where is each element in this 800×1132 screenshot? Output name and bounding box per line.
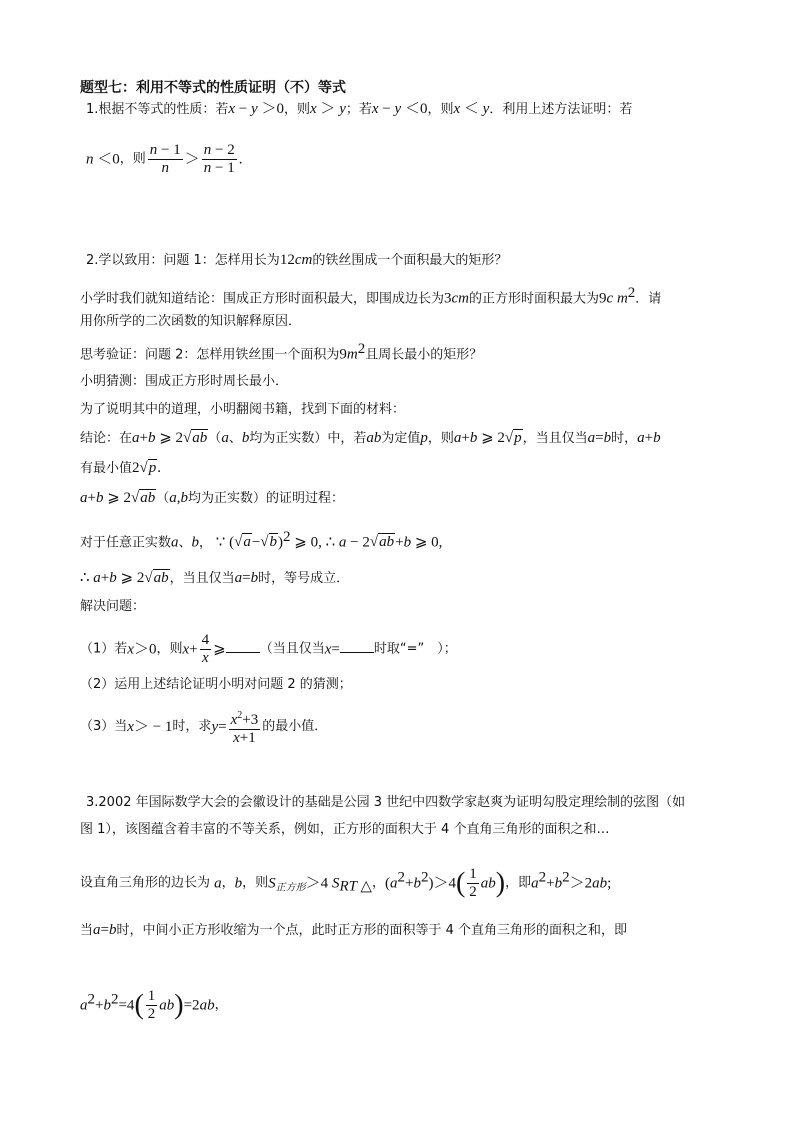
question-3-line-5: $a^2+b^2=4$( $\frac{1}{2}$ ab)=2ab，: [80, 988, 228, 1022]
question-2-line-9: a+b ⩾ 2√ab（a,b均为正实数）的证明过程：: [80, 490, 345, 506]
question-2-line-7: 结论：在a+b ⩾ 2√ab（a、b均为正实数）中，若ab为定值p，则a+b ⩾ 2√p，当且仅当a=b时，a+b: [80, 430, 661, 446]
q2-text: 时，等号成立．: [258, 571, 350, 586]
sqrt: √p: [139, 460, 157, 476]
sqrt: √ab: [131, 490, 156, 506]
fraction: $\frac{1}{2}$: [469, 866, 477, 900]
question-3-line-1: 3.2002 年国际数学大会的会徽设计的基础是公园 3 世纪中四数学家赵爽为证明勾股定理绘制的弦图（如: [86, 795, 686, 810]
q2-text: 结论：在: [80, 431, 133, 446]
question-3-line-4: 当a=b时，中间小正方形收缩为一个点，此时正方形的面积等于 4 个直角三角形的面积之和，即: [80, 922, 628, 938]
q2-text: 的最小值．: [262, 719, 328, 734]
question-2-line-2: 小学时我们就知道结论：围成正方形时面积最大，即围成边长为3cm的正方形时面积最大为9c $m^2$．请: [80, 285, 662, 307]
q2-text: 对于任意正实数: [80, 535, 172, 551]
q2-text: 有最小值: [80, 461, 133, 476]
fraction: $\frac{n - 2}{n - 1}$: [203, 142, 235, 176]
answer-blank[interactable]: [340, 640, 374, 653]
q2-text: ．请: [635, 291, 662, 307]
q2-text: ，当且仅当: [522, 431, 588, 446]
q3-text: ，: [221, 875, 235, 891]
q2-text: 时，求: [172, 719, 212, 734]
q2-text: 的正方形时面积最大为: [469, 291, 600, 307]
question-3-line-3: 设直角三角形的边长为 a，b，则$S_{正方形}>4$ $S_{RT \triangle}$，$(a^2+b^2)>4$( $\frac{1}{2}$ ab)，即$a^2+b^2>2ab$;: [80, 866, 612, 900]
q2-text: 的铁丝围成一个面积最大的矩形？: [312, 253, 508, 268]
q2-text: 、: [228, 431, 242, 446]
sqrt: √ab: [183, 430, 208, 446]
question-2-line-3: 用你所学的二次函数的知识解释原因．: [80, 314, 302, 329]
q2-text: 小学时我们就知道结论：围成正方形时面积最大，即围成边长为: [80, 291, 445, 307]
sqrt: √p: [504, 430, 522, 446]
q3-text: ，则: [242, 875, 269, 891]
q1-text: 1.根据不等式的性质：若: [86, 102, 229, 117]
question-1-line-1: 1.根据不等式的性质：若x − y ＞0，则x ＞ y；若x − y ＜0，则x ＜ y．利用上述方法证明：若: [86, 101, 633, 117]
answer-blank[interactable]: [226, 640, 260, 653]
q2-text: 、: [178, 535, 192, 551]
question-1-line-2: n ＜0，则 $\frac{n - 1}{n}$ ＞ $\frac{n - 2}{n - 1}$ .: [86, 142, 243, 176]
q3-text: ，: [371, 875, 385, 891]
question-2-line-12: 解决问题：: [80, 599, 146, 614]
fraction: $\frac{1}{2}$: [147, 988, 156, 1022]
fraction: $\frac{4}{x}$: [201, 632, 210, 666]
q2-text: ，当且仅当: [169, 571, 235, 586]
q3-text: ，: [214, 997, 228, 1013]
q2-text: ，则: [156, 641, 183, 657]
q2-text: 为定值: [381, 431, 421, 446]
q2-text: （3）当: [80, 719, 128, 734]
q2-text: （: [156, 491, 170, 506]
question-2-line-8: 有最小值2√p.: [80, 460, 161, 476]
q1-text: ；若: [345, 102, 372, 117]
question-2-line-10: 对于任意正实数a、b， ∵ $(√a-√b)^2$ ⩾ 0, ∴ a − 2√ab+b ⩾ 0,: [80, 529, 443, 551]
q1-text: ，则: [119, 151, 146, 167]
q2-text: ，: [199, 535, 213, 551]
question-2-line-1: 2.学以致用：问题 1：怎样用长为12cm的铁丝围成一个面积最大的矩形？: [86, 252, 508, 268]
question-2-line-4: 思考验证：问题 2：怎样用铁丝围一个面积为$9m^2$且周长最小的矩形？: [80, 341, 483, 363]
q3-text: 设直角三角形的边长为: [80, 875, 215, 891]
q2-text: 时取“=” ）；: [373, 641, 457, 657]
fraction: $\frac{x^2+3}{x+1}$: [229, 707, 261, 747]
question-2-line-5: 小明猜测：围成正方形时周长最小．: [80, 374, 289, 389]
q3-text: 时，中间小正方形收缩为一个点，此时正方形的面积等于 4 个直角三角形的面积之和，即: [116, 923, 628, 938]
q3-text: 当: [80, 923, 94, 938]
q2-text: 思考验证：问题 2：怎样用铁丝围一个面积为: [80, 347, 340, 363]
q2-text: ，则: [427, 431, 454, 446]
q1-text: ，则: [427, 102, 454, 117]
q3-text: ，即: [505, 875, 532, 891]
q2-text: 均为正实数）的证明过程：: [188, 491, 345, 506]
section-title: 题型七：利用不等式的性质证明（不）等式: [80, 80, 346, 96]
q1-text: ，则: [283, 102, 310, 117]
q2-text: 2.学以致用：问题 1：怎样用长为: [86, 253, 280, 268]
q2-text: 且周长最小的矩形？: [365, 347, 483, 363]
question-2-line-11: ∴ a+b ⩾ 2√ab，当且仅当a=b时，等号成立．: [80, 570, 350, 586]
q1-text: ．利用上述方法证明：若: [489, 102, 633, 117]
q2-text: 时，: [611, 431, 638, 446]
question-2-line-6: 为了说明其中的道理，小明翻阅书籍，找到下面的材料：: [80, 402, 406, 417]
q2-text: （1）若: [80, 641, 128, 657]
question-2-part-2: （2）运用上述结论证明小明对问题 2 的猜测；: [80, 677, 352, 692]
fraction: $\frac{n - 1}{n}$: [149, 142, 181, 176]
question-3-line-2: 图 1），该图蕴含着丰富的不等关系，例如，正方形的面积大于 4 个直角三角形的面积之和…: [80, 822, 610, 837]
question-2-part-1: （1）若x＞0，则x+ $\frac{4}{x}$ ⩾ （当且仅当x= 时取“=” ）；: [80, 632, 457, 666]
q2-text: （当且仅当: [259, 641, 325, 657]
math: x: [228, 101, 236, 117]
q2-text: 均为正实数）中，若: [249, 431, 367, 446]
question-2-part-3: （3）当x＞ − 1时，求y= $\frac{x^2+3}{x+1}$ 的最小值．: [80, 707, 327, 747]
